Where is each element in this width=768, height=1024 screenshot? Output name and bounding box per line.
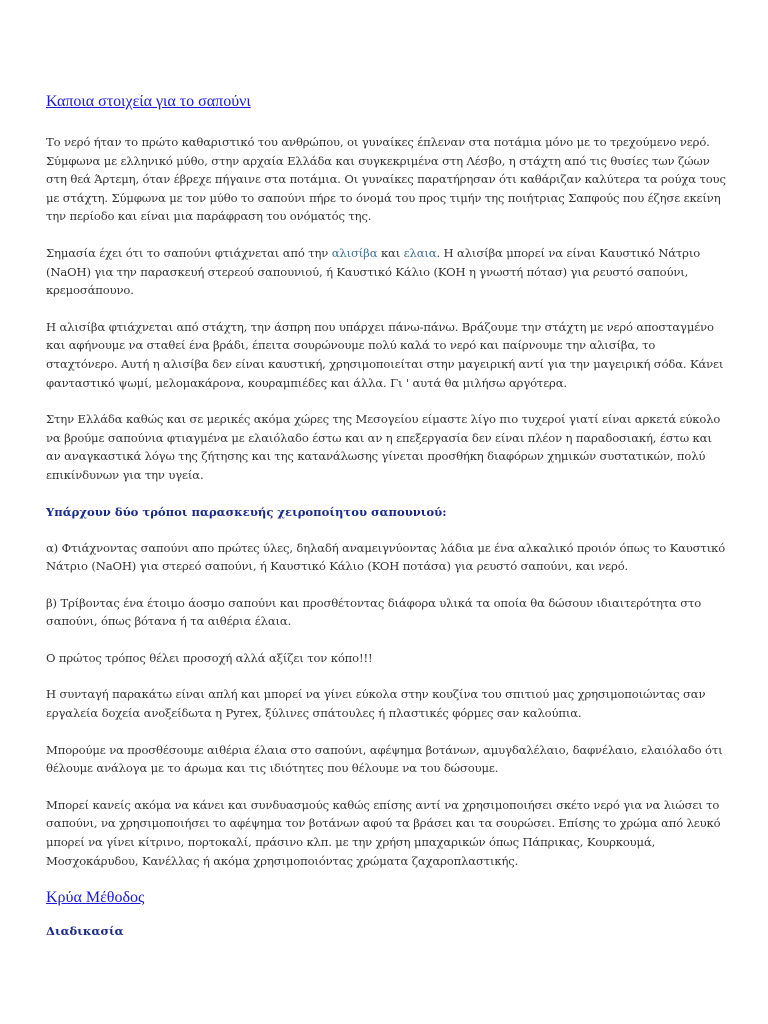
paragraph-recipe-tools: Η συνταγή παρακάτω είναι απλή και μπορεί να γίνει εύκολα στην κουζίνα του σπιτιού μας χρησιμοποιώντας σαν εργαλεία δοχεία ανοξείδωτα η Pyrex, ξύλινες σπάτουλες ή πλαστικές φόρμες σαν καλούπια.	[46, 687, 706, 721]
methods-heading: Υπάρχουν δύο τρόποι παρασκευής χειροποίητου σαπουνιού:	[46, 504, 447, 519]
lye-link[interactable]: αλισίβα	[331, 245, 378, 260]
paragraph-method-a: α) Φτιάχνοντας σαπούνι απο πρώτες ύλες, δηλαδή αναμειγνύοντας λάδια με ένα αλκαλικό προιόν όπως το Καυστικό Νάτριο (NaOH) για στερεό σαπούνι, ή Καυστικό Κάλιο (KOH ποτάσα) για ρευστό σαπούνι, και νερό.	[46, 540, 726, 574]
document-body	[46, 92, 726, 940]
cold-method-link[interactable]: Κρύα Μέθοδος	[46, 889, 145, 907]
paragraph-ash-lye: Η αλισίβα φτιάχνεται από στάχτη, την άσπρη που υπάρχει πάνω-πάνω. Βράζουμε την στάχτη με νερό αποσταγμένο και αφήνουμε να σταθεί ένα βράδι, έπειτα σουρώνουμε πολύ καλά το νερό και παίρνουμε την αλισίβα, το σταχτόνερο. Αυτή η αλισίβα δεν είναι καυστική, χρησιμοποιείται στην μαγειρική αντί για την μαγειρική σόδα. Κάνει φανταστικό ψωμί, μελομακάρονα, κουραμπιέδες και άλλα. Γι ' αυτά θα μιλήσω αργότερα.	[46, 319, 724, 390]
oils-link[interactable]: ελαια	[403, 245, 437, 260]
paragraph-lye-text-before: Σημασία έχει ότι το σαπούνι φτιάχνεται από την	[46, 245, 332, 260]
paragraph-method-b: β) Τρίβοντας ένα έτοιμο άοσμο σαπούνι και προσθέτοντας διάφορα υλικά τα οποία θα δώσουν ιδιαιτερότητα στο σαπούνι, όπως βότανα ή τα αιθέρια έλαια.	[46, 595, 702, 629]
paragraph-greece: Στην Ελλάδα καθώς και σε μερικές ακόμα χώρες της Μεσογείου είμαστε λίγο πιο τυχεροί γιατί είναι αρκετά εύκολο να βρούμε σαπούνια φτιαγμένα με ελαιόλαδο έστω και αν η επεξεργασία δεν είναι πλέον η παραδοσιακή, έστω και αν αναγκαστικά λόγω της ζήτησης και της κατανάλωσης γίνεται προσθήκη διαφόρων χημικών συστατικών, πολύ επικίνδυνων για την υγεία.	[46, 412, 721, 482]
paragraph-lye-text-after: . Η αλισίβα μπορεί να είναι Καυστικό Νάτριο (NaOH) για την παρασκευή στερεού σαπουνιού, ή Καυστικό Κάλιο (KOH η γνωστή πότασ) για ρευστό σαπούνι, κρεμοσάπουνο.	[46, 245, 701, 298]
paragraph-lye-text-middle: και	[377, 245, 404, 260]
paragraph-history: Το νερό ήταν το πρώτο καθαριστικό του ανθρώπου, οι γυναίκες έπλεναν στα ποτάμια μόνο με το τρεχούμενο νερό. Σύμφωνα με ελληνικό μύθο, στην αρχαία Ελλάδα και συγκεκριμένα στη Λέσβο, η στάχτη από τις θυσίες των ζώων στη θεά Άρτεμη, όταν έβρεχε πήγαινε στα ποτάμια. Οι γυναίκες παρατήρησαν ότι καθάριζαν καλύτερα τα ρούχα τους με στάχτη. Σύμφωνα με τον μύθο το σαπούνι πήρε το όνομά του προς τιμήν της ποιήτριας Σαπφούς που έζησε εκείνη την περίοδο και είναι μια παράφραση του ονόματός της.	[46, 135, 726, 224]
paragraph-essential-oils: Μπορούμε να προσθέσουμε αιθέρια έλαια στο σαπούνι, αφέψημα βοτάνων, αμυγδαλέλαιο, δαφνέλαιο, ελαιόλαδο ότι θέλουμε ανάλογα με το άρωμα και τις ιδιότητες που θέλουμε να του δώσουμε.	[46, 742, 723, 776]
paragraph-first-method-note: Ο πρώτος τρόπος θέλει προσοχή αλλά αξίζει τον κόπο!!!	[46, 650, 373, 665]
title-link[interactable]: Καποια στοιχεία για το σαπούνι	[46, 93, 251, 110]
paragraph-combinations: Μπορεί κανείς ακόμα να κάνει και συνδυασμούς καθώς επίσης αντί να χρησιμοποιήσει σκέτο νερό για να λιώσει το σαπούνι, να χρησιμοποιήσει το αφέψημα τον βοτάνων αφού τα βράσει και τα σουρώσει. Επίσης το χρώμα από λευκό μπορεί να γίνει κίτρινο, πορτοκαλί, πράσινο κλπ. με την χρήση μπαχαρικών όπως Πάπρικας, Κουρκουμά, Μοσχοκάρυδου, Κανέλλας ή ακόμα χρησιμοποιόντας χρώματα ζαχαροπλαστικής.	[46, 797, 721, 868]
procedure-heading: Διαδικασία	[46, 924, 124, 939]
paragraph-lye-intro	[46, 244, 726, 300]
